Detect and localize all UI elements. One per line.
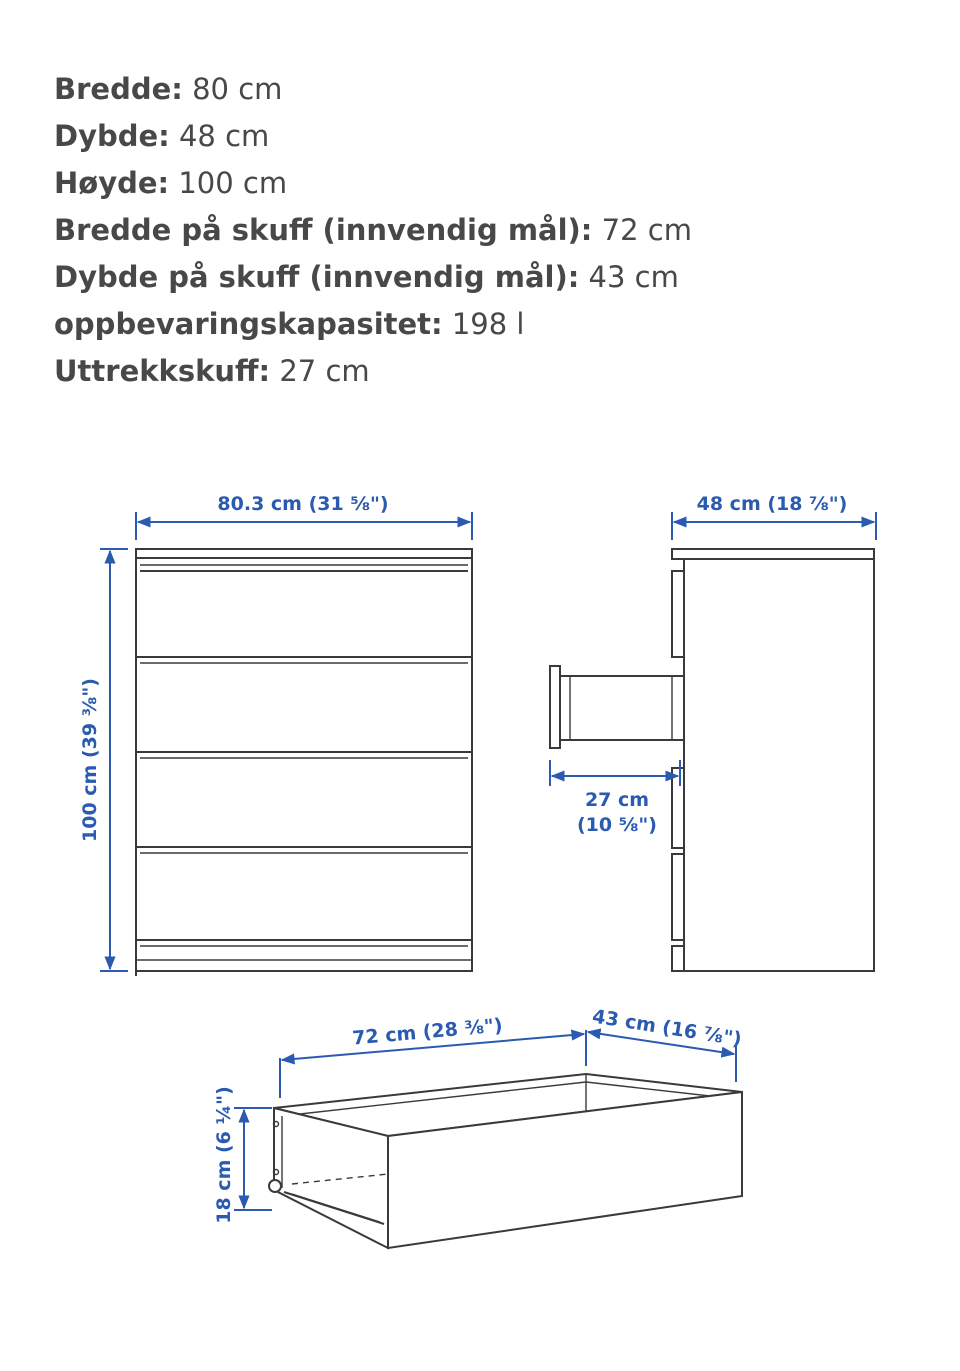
spec-label: oppbevaringskapasitet:: [54, 307, 443, 341]
cabinet-side-body: [684, 559, 874, 971]
spec-value: 27 cm: [279, 354, 370, 388]
drawer-depth-label: 43 cm (16 ⅞"): [590, 1005, 744, 1051]
front-view: [79, 493, 472, 976]
pullout-dimension: [550, 760, 680, 836]
spec-label: Høyde:: [54, 166, 170, 200]
front-width-label: 80.3 cm (31 ⅝"): [217, 493, 389, 515]
spec-label: Bredde:: [54, 72, 183, 106]
front-height-dimension: [79, 549, 128, 971]
spec-value: 48 cm: [178, 119, 270, 153]
front-drawers: [136, 565, 472, 960]
side-depth-dimension: [672, 493, 876, 540]
spec-label: Dybde på skuff (innvendig mål):: [54, 260, 580, 294]
drawer-width-label: 72 cm (28 ⅜"): [351, 1014, 504, 1050]
spec-value: 72 cm: [601, 213, 692, 247]
drawer-height-label: 18 cm (6 ¼"): [213, 1086, 235, 1224]
side-view: [550, 493, 876, 971]
pullout-label-line1: 27 cm: [584, 789, 650, 811]
spec-label: Bredde på skuff (innvendig mål):: [54, 213, 593, 247]
runner-wheel: [269, 1180, 281, 1192]
pulled-out-drawer: [550, 666, 684, 748]
spec-value: 80 cm: [192, 72, 283, 106]
spec-value: 198 l: [451, 307, 525, 341]
drawer-height-dimension: [213, 1086, 272, 1224]
drawer-depth-dimension: [588, 1005, 743, 1082]
drawer-perspective: [213, 1005, 743, 1248]
spec-label: Dybde:: [54, 119, 170, 153]
pullout-label-line2: (10 ⅝"): [577, 814, 657, 836]
front-height-label: 100 cm (39 ⅜"): [79, 678, 101, 842]
spec-value: 43 cm: [588, 260, 679, 294]
spec-value: 100 cm: [178, 166, 288, 200]
side-depth-label: 48 cm (18 ⅞"): [696, 493, 848, 515]
front-width-dimension: [136, 493, 472, 540]
spec-label: Uttrekkskuff:: [54, 354, 271, 388]
cabinet-front-body: [136, 549, 472, 971]
